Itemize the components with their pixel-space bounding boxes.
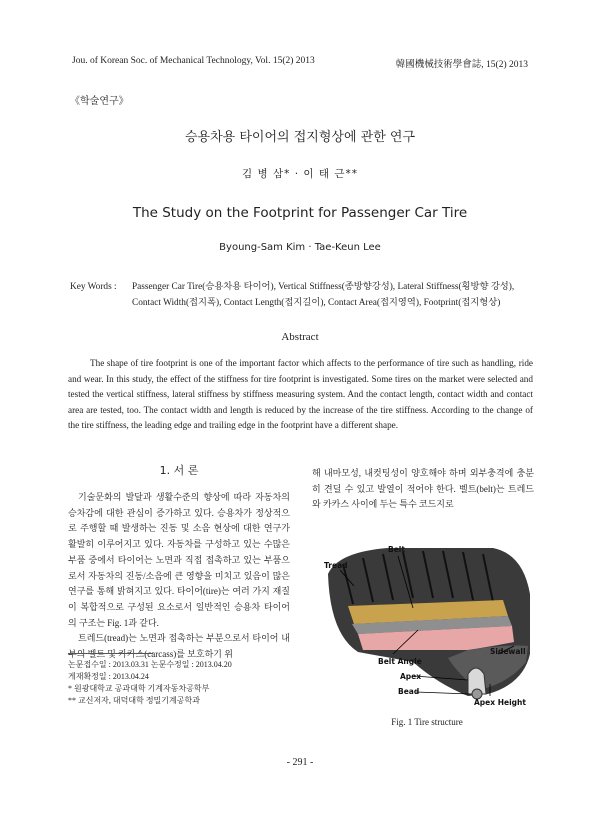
label-apex-height: Apex Height [474, 698, 526, 707]
journal-header-english: Jou. of Korean Soc. of Mechanical Technology, Vol. 15(2) 2013 [72, 56, 315, 66]
authors-korean: 김 병 삼* · 이 태 근** [242, 168, 358, 180]
label-belt: Belt [388, 545, 405, 554]
keywords-label: Key Words : [70, 282, 117, 292]
right-column-text: 해 내마모성, 내컷팅성이 양호해야 하며 외부충격에 충분히 견딜 수 있고 발열이 적어야 한다. 벨트(belt)는 트레드와 카카스 사이에 두는 특수 코드지로 [312, 468, 534, 510]
intro-paragraph-1: 기술문화의 발달과 생활수준의 향상에 따라 자동차의 승차감에 대한 관심이 증가하고 있다. 승용차가 정상적으로 주행할 때 발생하는 진동 및 소음 현상에 대한 연구가 활발히 이루어지고 있다. 자동차를 구성하고 있는 수많은 부품 중에서 타이어는 노면과 직접 접촉하고 있는 부품으로서 자동차의 진동/소음에 큰 영향을 미치고 있음이 많은 연구를 통해 밝혀지고 있다. 타이어(tire)는 여러 가지 재질이 복합적으로 구성된 요소로서 일반적인 승용차 타이어의 구조는 Fig. 1과 같다. [68, 492, 290, 628]
page-number: - 291 - [286, 757, 314, 768]
keywords-line-2: Contact Width(접지폭), Contact Length(접지길이), Contact Area(접지영역), Footprint(접지형상) [132, 298, 501, 308]
keywords-block [70, 279, 540, 311]
section-heading-introduction: 1. 서 론 [159, 464, 199, 477]
tire-structure-figure [318, 534, 536, 709]
journal-header-korean: 韓國機械技術學會誌, 15(2) 2013 [395, 60, 528, 70]
left-column-text [68, 490, 290, 663]
authors-english: Byoung-Sam Kim · Tae-Keun Lee [219, 242, 381, 253]
figure-caption: Fig. 1 Tire structure [391, 717, 463, 727]
footnote-author-1: * 원광대학교 공과대학 기계자동차공학부 [68, 684, 210, 693]
keywords-line-1: Passenger Car Tire(승용차용 타이어), Vertical Stiffness(종방향강성), Lateral Stiffness(횡방향 강성), [132, 282, 515, 292]
label-bead: Bead [398, 687, 420, 696]
footnote-accepted: 게재확정일 : 2013.04.24 [68, 672, 149, 681]
footnote-author-2: ** 교신저자, 대덕대학 정밀기계공학과 [68, 696, 200, 705]
footnotes [68, 659, 298, 707]
label-sidewall: Sidewall [490, 647, 526, 656]
abstract-heading: Abstract [281, 331, 319, 343]
title-english: The Study on the Footprint for Passenger Car Tire [132, 205, 468, 221]
article-category: 《학술연구》 [70, 96, 129, 107]
footnote-received: 논문접수일 : 2013.03.31 논문수정일 : 2013.04.20 [68, 660, 232, 669]
label-tread: Tread [324, 561, 348, 570]
footnote-divider [68, 653, 153, 654]
intro-paragraph-2: 트레드(tread)는 노면과 접촉하는 부분으로서 타이어 내부의 벨트 및 카카스(carcass)를 보호하기 위 [68, 633, 290, 660]
abstract-body: The shape of tire footprint is one of the important factor which affects to the performance of tire such as handling, ride and wear. In this study, the effect of the stiffness for tire footprint is investigated. Some tires on the market were selected and tested the vertical stiffness, lateral stiffness by stiffness measuring system. And the contact length, contact width and contact area are tested, too. The contact width and length is reduced by the increase of the tire stiffness. According to the change of the tire stiffness, the leading edge and trailing edge in the footprint have a different shape. [68, 358, 533, 431]
label-belt-angle: Belt Angle [378, 657, 422, 666]
title-korean: 승용차용 타이어의 접지형상에 관한 연구 [184, 130, 415, 145]
label-apex: Apex [400, 672, 422, 681]
